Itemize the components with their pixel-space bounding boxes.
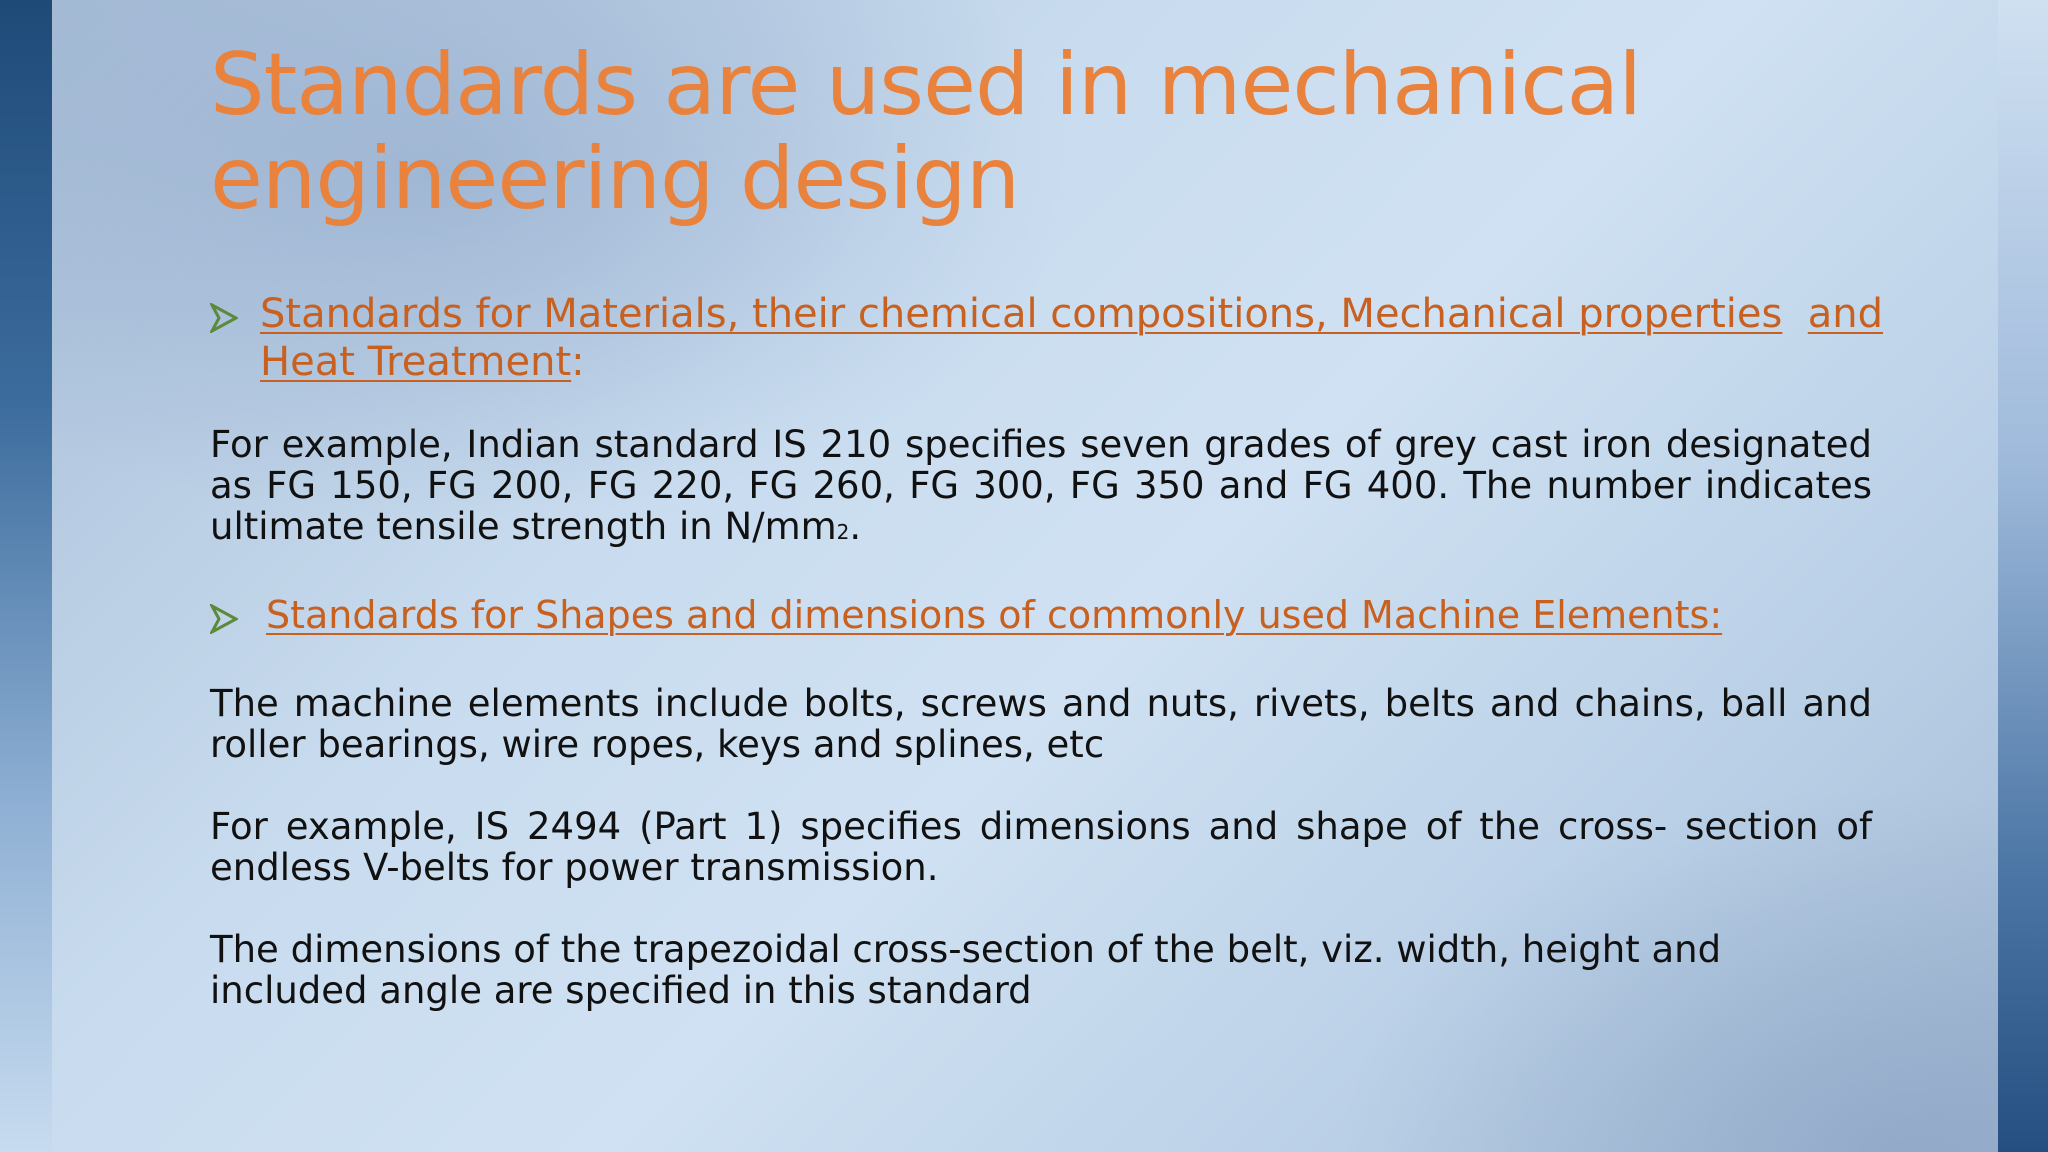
paragraph-is2494: For example, IS 2494 (Part 1) specifies dimensions and shape of the cross- section of endless V-belts for power transmission. <box>210 805 1872 889</box>
bullet-materials <box>210 290 1950 386</box>
paragraph-is210 <box>210 424 1872 553</box>
bullet-materials-link-2[interactable]: and Heat Treatment <box>260 291 1884 385</box>
bullet-shapes <box>210 591 1872 645</box>
paragraph-is210-text: For example, Indian standard IS 210 specifies seven grades of grey cast iron designated as FG 150, FG 200, FG 220, FG 260, FG 300, FG 350 and FG 400. The number indicates ultimate tensile strength in N/mm <box>210 423 1872 548</box>
left-decorative-band <box>0 0 52 1152</box>
bullet-shapes-text <box>266 591 1722 639</box>
arrowhead-bullet-icon <box>210 290 260 344</box>
right-decorative-band <box>1998 0 2048 1152</box>
arrowhead-bullet-icon <box>210 591 266 645</box>
paragraph-is210-superscript: 2 <box>836 520 850 544</box>
paragraph-is210-end: . <box>849 505 862 548</box>
bullet-materials-link-1[interactable]: Standards for Materials, their chemical compositions, Mechanical properties <box>260 291 1783 337</box>
slide-title: Standards are used in mechanical engineering design <box>210 35 1642 229</box>
paragraph-trapezoidal: The dimensions of the trapezoidal cross-section of the belt, viz. width, height and included angle are specified in this standard <box>210 928 1722 1012</box>
slide-content <box>210 290 1884 1012</box>
bullet-materials-colon: : <box>571 339 585 385</box>
slide-body <box>52 0 1998 1152</box>
paragraph-machine-elements: The machine elements include bolts, screws and nuts, rivets, belts and chains, ball and roller bearings, wire ropes, keys and splines, etc <box>210 682 1872 766</box>
bullet-shapes-link[interactable]: Standards for Shapes and dimensions of commonly used Machine Elements: <box>266 593 1723 637</box>
bullet-materials-text <box>260 290 1950 386</box>
